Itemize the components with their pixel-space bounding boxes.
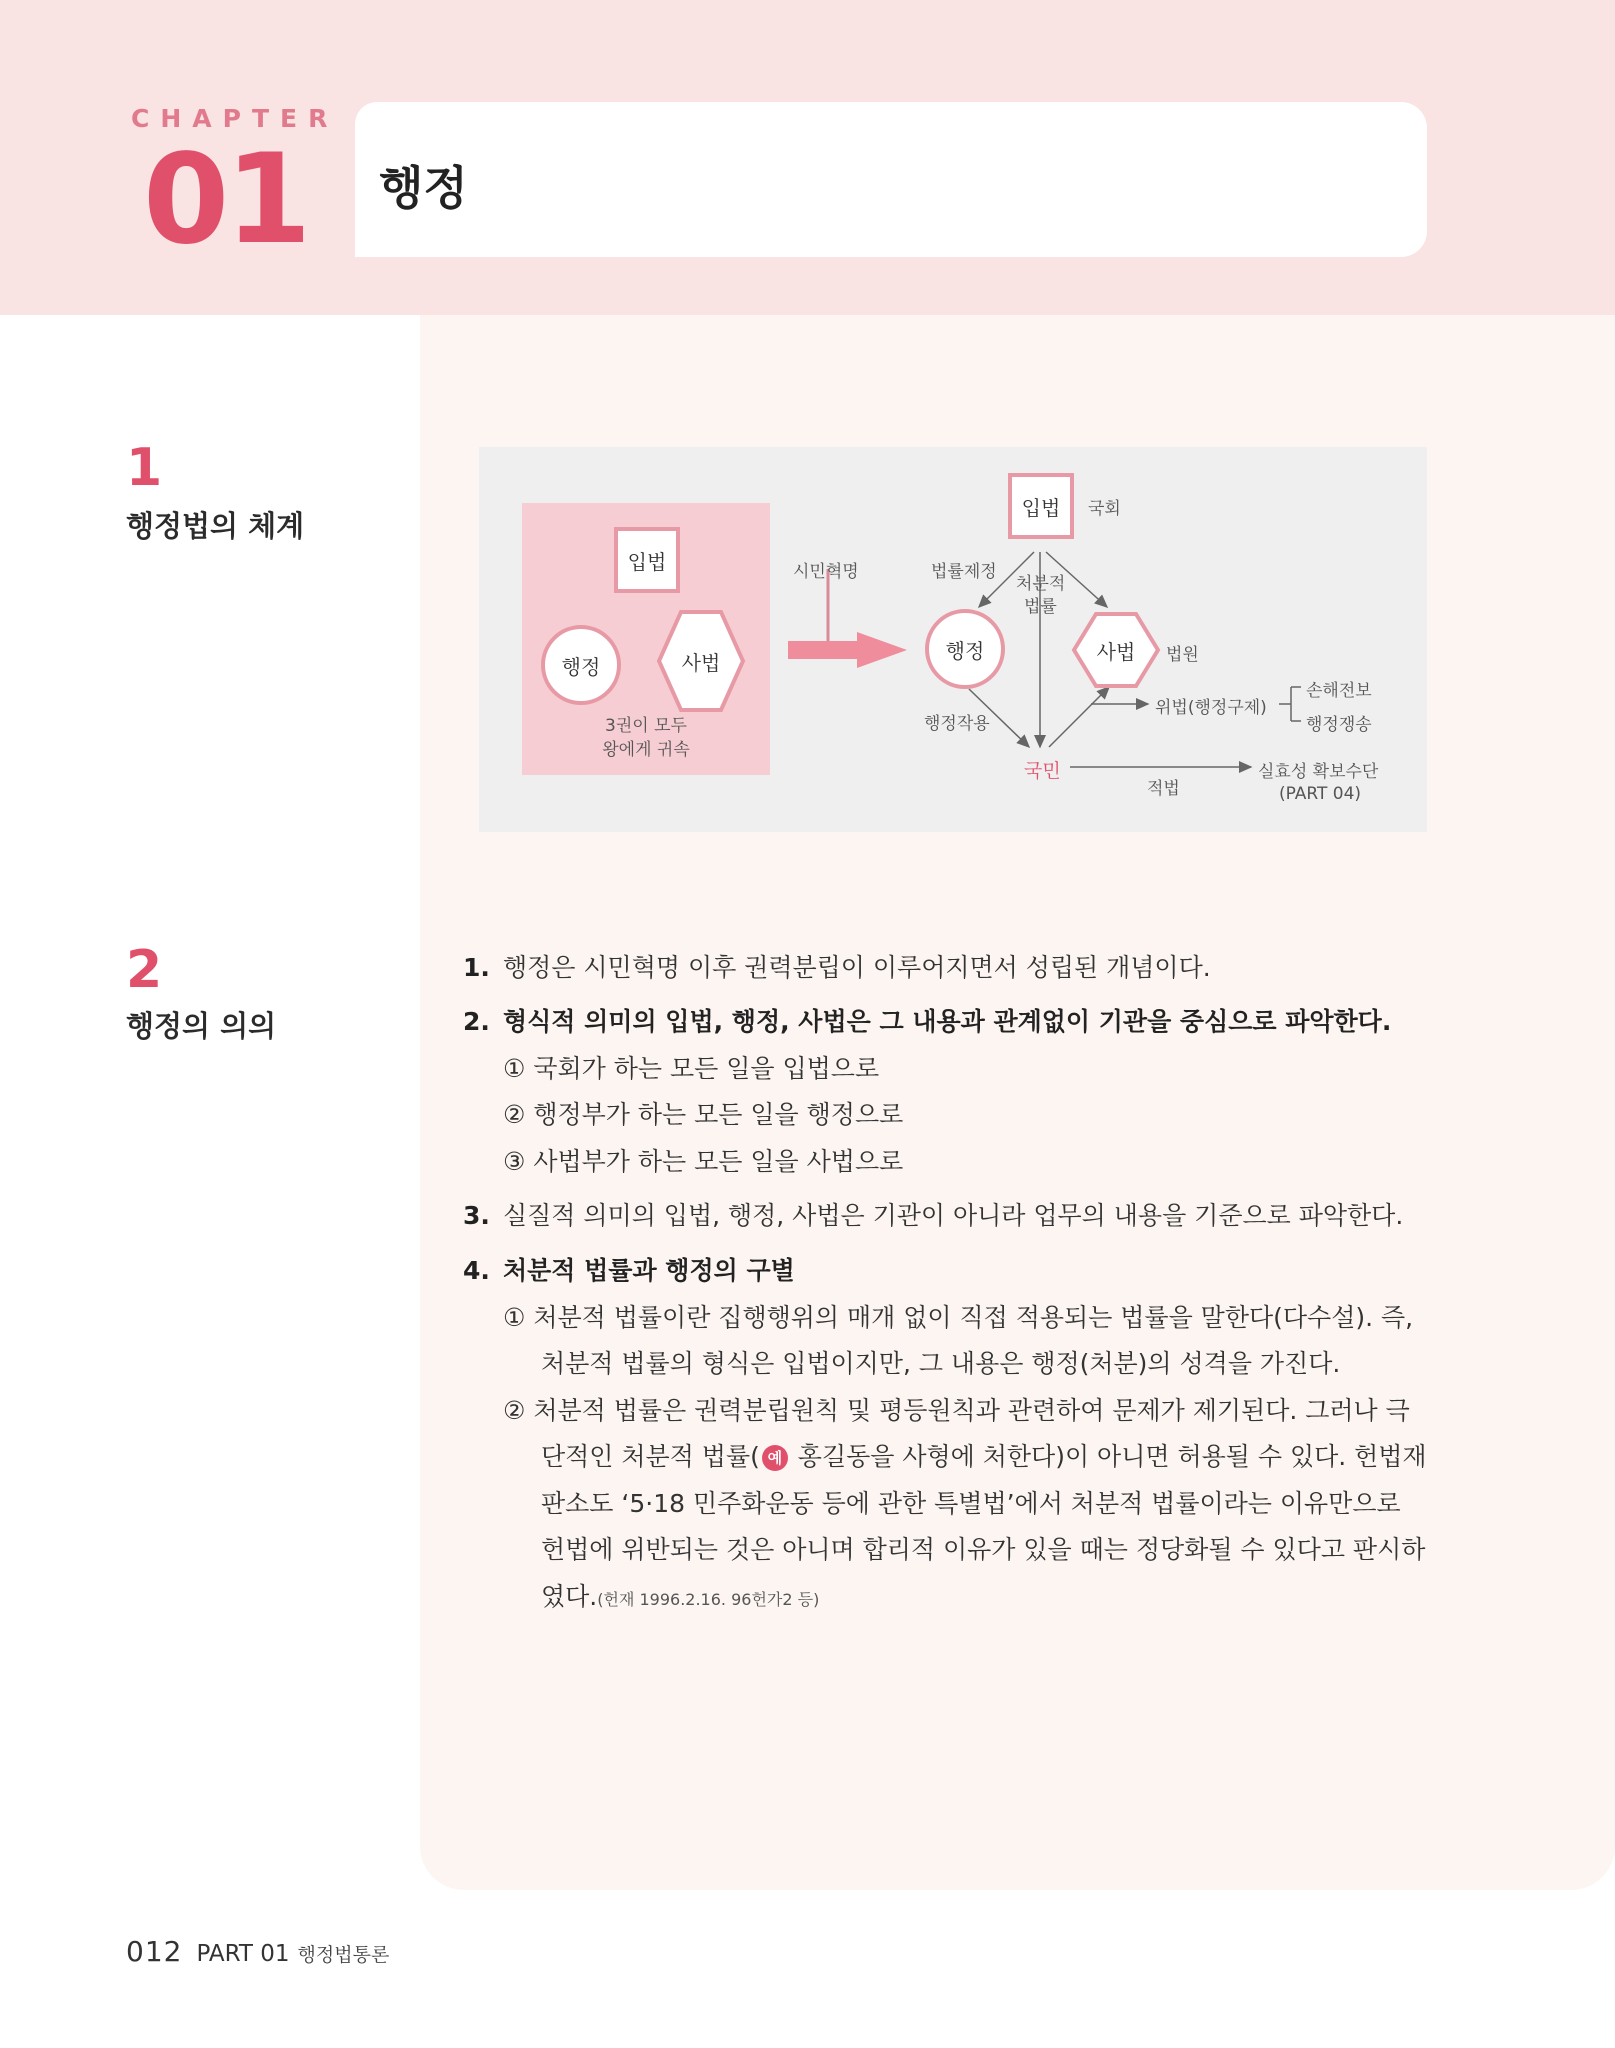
section-2-title: 행정의 의의	[126, 1009, 277, 1043]
monarchy-legislation-node: 입법	[614, 527, 680, 593]
item-4-sub-2-line-3: 판소도 ‘5·18 민주화운동 등에 관한 특별법’에서 처분적 법률이라는 이유만으로	[541, 1489, 1401, 1518]
item-4-sub-2-line-4: 헌법에 위반되는 것은 아니며 합리적 이유가 있을 때는 정당화될 수 있다고 판시하	[541, 1535, 1426, 1564]
example-badge: 예	[762, 1445, 788, 1471]
item-4-sub-1-line-2: 처분적 법률의 형식은 입법이지만, 그 내용은 행정(처분)의 성격을 가진다.	[541, 1349, 1341, 1378]
item-4-sub-1-line-1: ① 처분적 법률이란 집행행위의 매개 없이 직접 적용되는 법률을 말한다(다수설). 즉,	[503, 1303, 1414, 1332]
lawful-label: 적법	[1147, 779, 1180, 799]
enforcement-label-1: 실효성 확보수단	[1258, 762, 1379, 782]
sub-2-line-2-start: 단적인 처분적 법률(	[541, 1442, 760, 1471]
footer-part: PART 01	[196, 1941, 290, 1967]
litigation-label: 행정쟁송	[1306, 715, 1372, 735]
chapter-title-card	[355, 102, 1427, 257]
monarchy-judiciary-node: 사법	[681, 650, 721, 675]
revolution-arrow	[788, 632, 907, 668]
item-1-text: 행정은 시민혁명 이후 권력분립이 이루어지면서 성립된 개념이다.	[503, 953, 1211, 982]
item-3	[463, 1196, 1403, 1232]
court-label: 법원	[1166, 645, 1199, 665]
chapter-title: 행정	[379, 161, 468, 215]
sub-2-line-5-text: 였다.	[541, 1582, 598, 1611]
enforcement-label-2: (PART 04)	[1279, 784, 1362, 804]
item-1-number: 1.	[463, 953, 490, 982]
people-label: 국민	[1024, 760, 1061, 782]
item-2-sub-3: ③ 사법부가 하는 모든 일을 사법으로	[503, 1147, 904, 1176]
section-2-number: 2	[126, 940, 163, 1000]
item-2-sub-1: ① 국회가 하는 모든 일을 입법으로	[503, 1054, 880, 1083]
page-footer	[126, 1935, 389, 1968]
monarchy-administration-node: 행정	[541, 625, 621, 705]
footer-book-title: 행정법통론	[297, 1944, 390, 1966]
item-4-sub-2-line-5	[541, 1577, 819, 1613]
item-2	[463, 1002, 1391, 1038]
disposition-law-label-2: 법률	[1024, 597, 1057, 617]
sub-2-line-2-end: 홍길동을 사형에 처한다)이 아니면 허용될 수 있다. 헌법재	[789, 1442, 1427, 1471]
court-citation: (헌재 1996.2.16. 96헌가2 등)	[597, 1590, 820, 1609]
section-1-title: 행정법의 체계	[126, 509, 305, 543]
law-making-label: 법률제정	[931, 562, 997, 582]
citizen-revolution-label: 시민혁명	[793, 562, 859, 582]
item-4-text: 처분적 법률과 행정의 구별	[503, 1256, 795, 1285]
section-1-number: 1	[126, 438, 163, 498]
disposition-law-label-1: 처분적	[1016, 574, 1066, 594]
administration-node: 행정	[925, 609, 1005, 689]
administrative-law-system-diagram	[479, 447, 1427, 832]
chapter-number: 01	[143, 128, 308, 272]
monarchy-caption-1: 3권이 모두	[605, 716, 687, 736]
item-2-text: 형식적 의미의 입법, 행정, 사법은 그 내용과 관계없이 기관을 중심으로 파악한다.	[503, 1007, 1392, 1036]
item-2-sub-2: ② 행정부가 하는 모든 일을 행정으로	[503, 1100, 904, 1129]
item-1	[463, 948, 1211, 984]
item-3-text: 실질적 의미의 입법, 행정, 사법은 기관이 아니라 업무의 내용을 기준으로 파악한다.	[503, 1201, 1404, 1230]
item-4-sub-2-line-1: ② 처분적 법률은 권력분립원칙 및 평등원칙과 관련하여 문제가 제기된다. 그러나 극	[503, 1396, 1410, 1425]
item-4-number: 4.	[463, 1256, 490, 1285]
judiciary-node: 사법	[1096, 639, 1136, 664]
damages-label: 손해전보	[1306, 681, 1372, 701]
legislation-node: 입법	[1008, 473, 1074, 539]
administrative-action-label: 행정작용	[924, 714, 990, 734]
item-3-number: 3.	[463, 1201, 490, 1230]
page-number: 012	[126, 1935, 183, 1968]
monarchy-caption-2: 왕에게 귀속	[602, 740, 690, 760]
item-4	[463, 1251, 795, 1287]
item-2-number: 2.	[463, 1007, 490, 1036]
chapter-label: CHAPTER	[131, 104, 339, 133]
item-4-sub-2-line-2	[541, 1437, 1427, 1473]
parliament-label: 국회	[1088, 499, 1121, 519]
violation-label: 위법(행정구제)	[1155, 698, 1267, 718]
